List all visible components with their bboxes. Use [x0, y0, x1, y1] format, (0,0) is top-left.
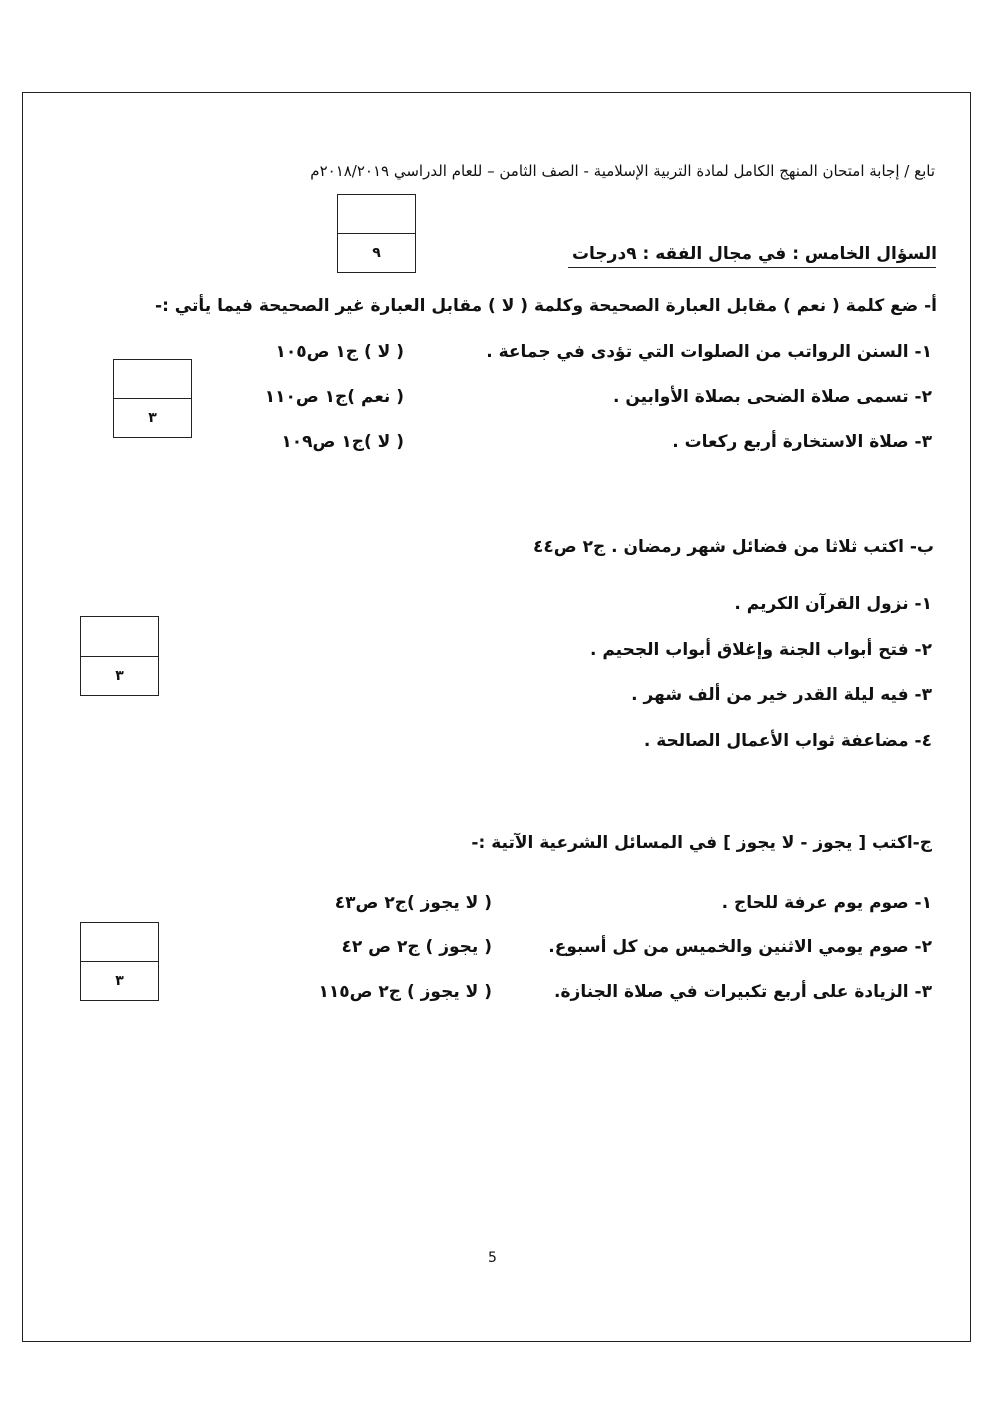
part-a-item-3: ٣- صلاة الاستخارة أربع ركعات .: [672, 432, 932, 452]
question5-score: ٩: [338, 233, 415, 272]
part-c-item-3: ٣- الزيادة على أربع تكبيرات في صلاة الجنازة.: [554, 982, 932, 1002]
part-c-answer-3: ( لا يجوز ) ج٢ ص١١٥: [318, 982, 492, 1002]
part-b-instruction: ب- اكتب ثلاثا من فضائل شهر رمضان . ج٢ ص٤٤: [533, 537, 934, 557]
part-c-item-1: ١- صوم يوم عرفة للحاج .: [721, 893, 932, 913]
part-c-score-box: [80, 922, 159, 1001]
page-number: 5: [488, 1250, 497, 1266]
part-c-answer-1: ( لا يجوز )ج٢ ص٤٣: [334, 893, 492, 913]
part-c-instruction: ج-اكتب [ يجوز - لا يجوز ] في المسائل الشرعية الآتية :-: [471, 833, 932, 853]
part-b-score: ٣: [81, 656, 158, 696]
part-c-score: ٣: [81, 961, 158, 1000]
part-b-item-4: ٤- مضاعفة ثواب الأعمال الصالحة .: [643, 731, 932, 751]
part-a-item-2: ٢- تسمى صلاة الضحى بصلاة الأوابين .: [612, 387, 932, 407]
part-c-answer-2: ( يجوز ) ج٢ ص ٤٢: [341, 937, 492, 957]
page-frame: [22, 92, 971, 1342]
part-b-item-3: ٣- فيه ليلة القدر خير من ألف شهر .: [631, 685, 932, 705]
part-a-answer-2: ( نعم )ج١ ص١١٠: [264, 387, 404, 407]
part-b-item-2: ٢- فتح أبواب الجنة وإغلاق أبواب الجحيم .: [589, 640, 932, 660]
part-b-score-box: [80, 616, 159, 696]
part-a-item-1: ١- السنن الرواتب من الصلوات التي تؤدى في جماعة .: [486, 342, 932, 362]
question5-score-box: [337, 194, 416, 273]
part-a-answer-1: ( لا ) ج١ ص١٠٥: [275, 342, 404, 362]
part-a-score: ٣: [114, 398, 191, 437]
part-a-instruction: أ- ضع كلمة ( نعم ) مقابل العبارة الصحيحة وكلمة ( لا ) مقابل العبارة غير الصحيحة فيما يأتي :-: [155, 296, 937, 316]
part-a-answer-3: ( لا )ج١ ص١٠٩: [281, 432, 404, 452]
part-b-item-1: ١- نزول القرآن الكريم .: [734, 594, 932, 614]
exam-header: تابع / إجابة امتحان المنهج الكامل لمادة التربية الإسلامية - الصف الثامن – للعام الدراسي ٢٠١٨/٢٠١٩م: [310, 162, 935, 180]
question5-title-underline: [568, 267, 936, 268]
part-c-item-2: ٢- صوم يومي الاثنين والخميس من كل أسبوع.: [548, 937, 932, 957]
question5-title: السؤال الخامس : في مجال الفقه : ٩درجات: [571, 244, 937, 264]
part-a-score-box: [113, 359, 192, 438]
